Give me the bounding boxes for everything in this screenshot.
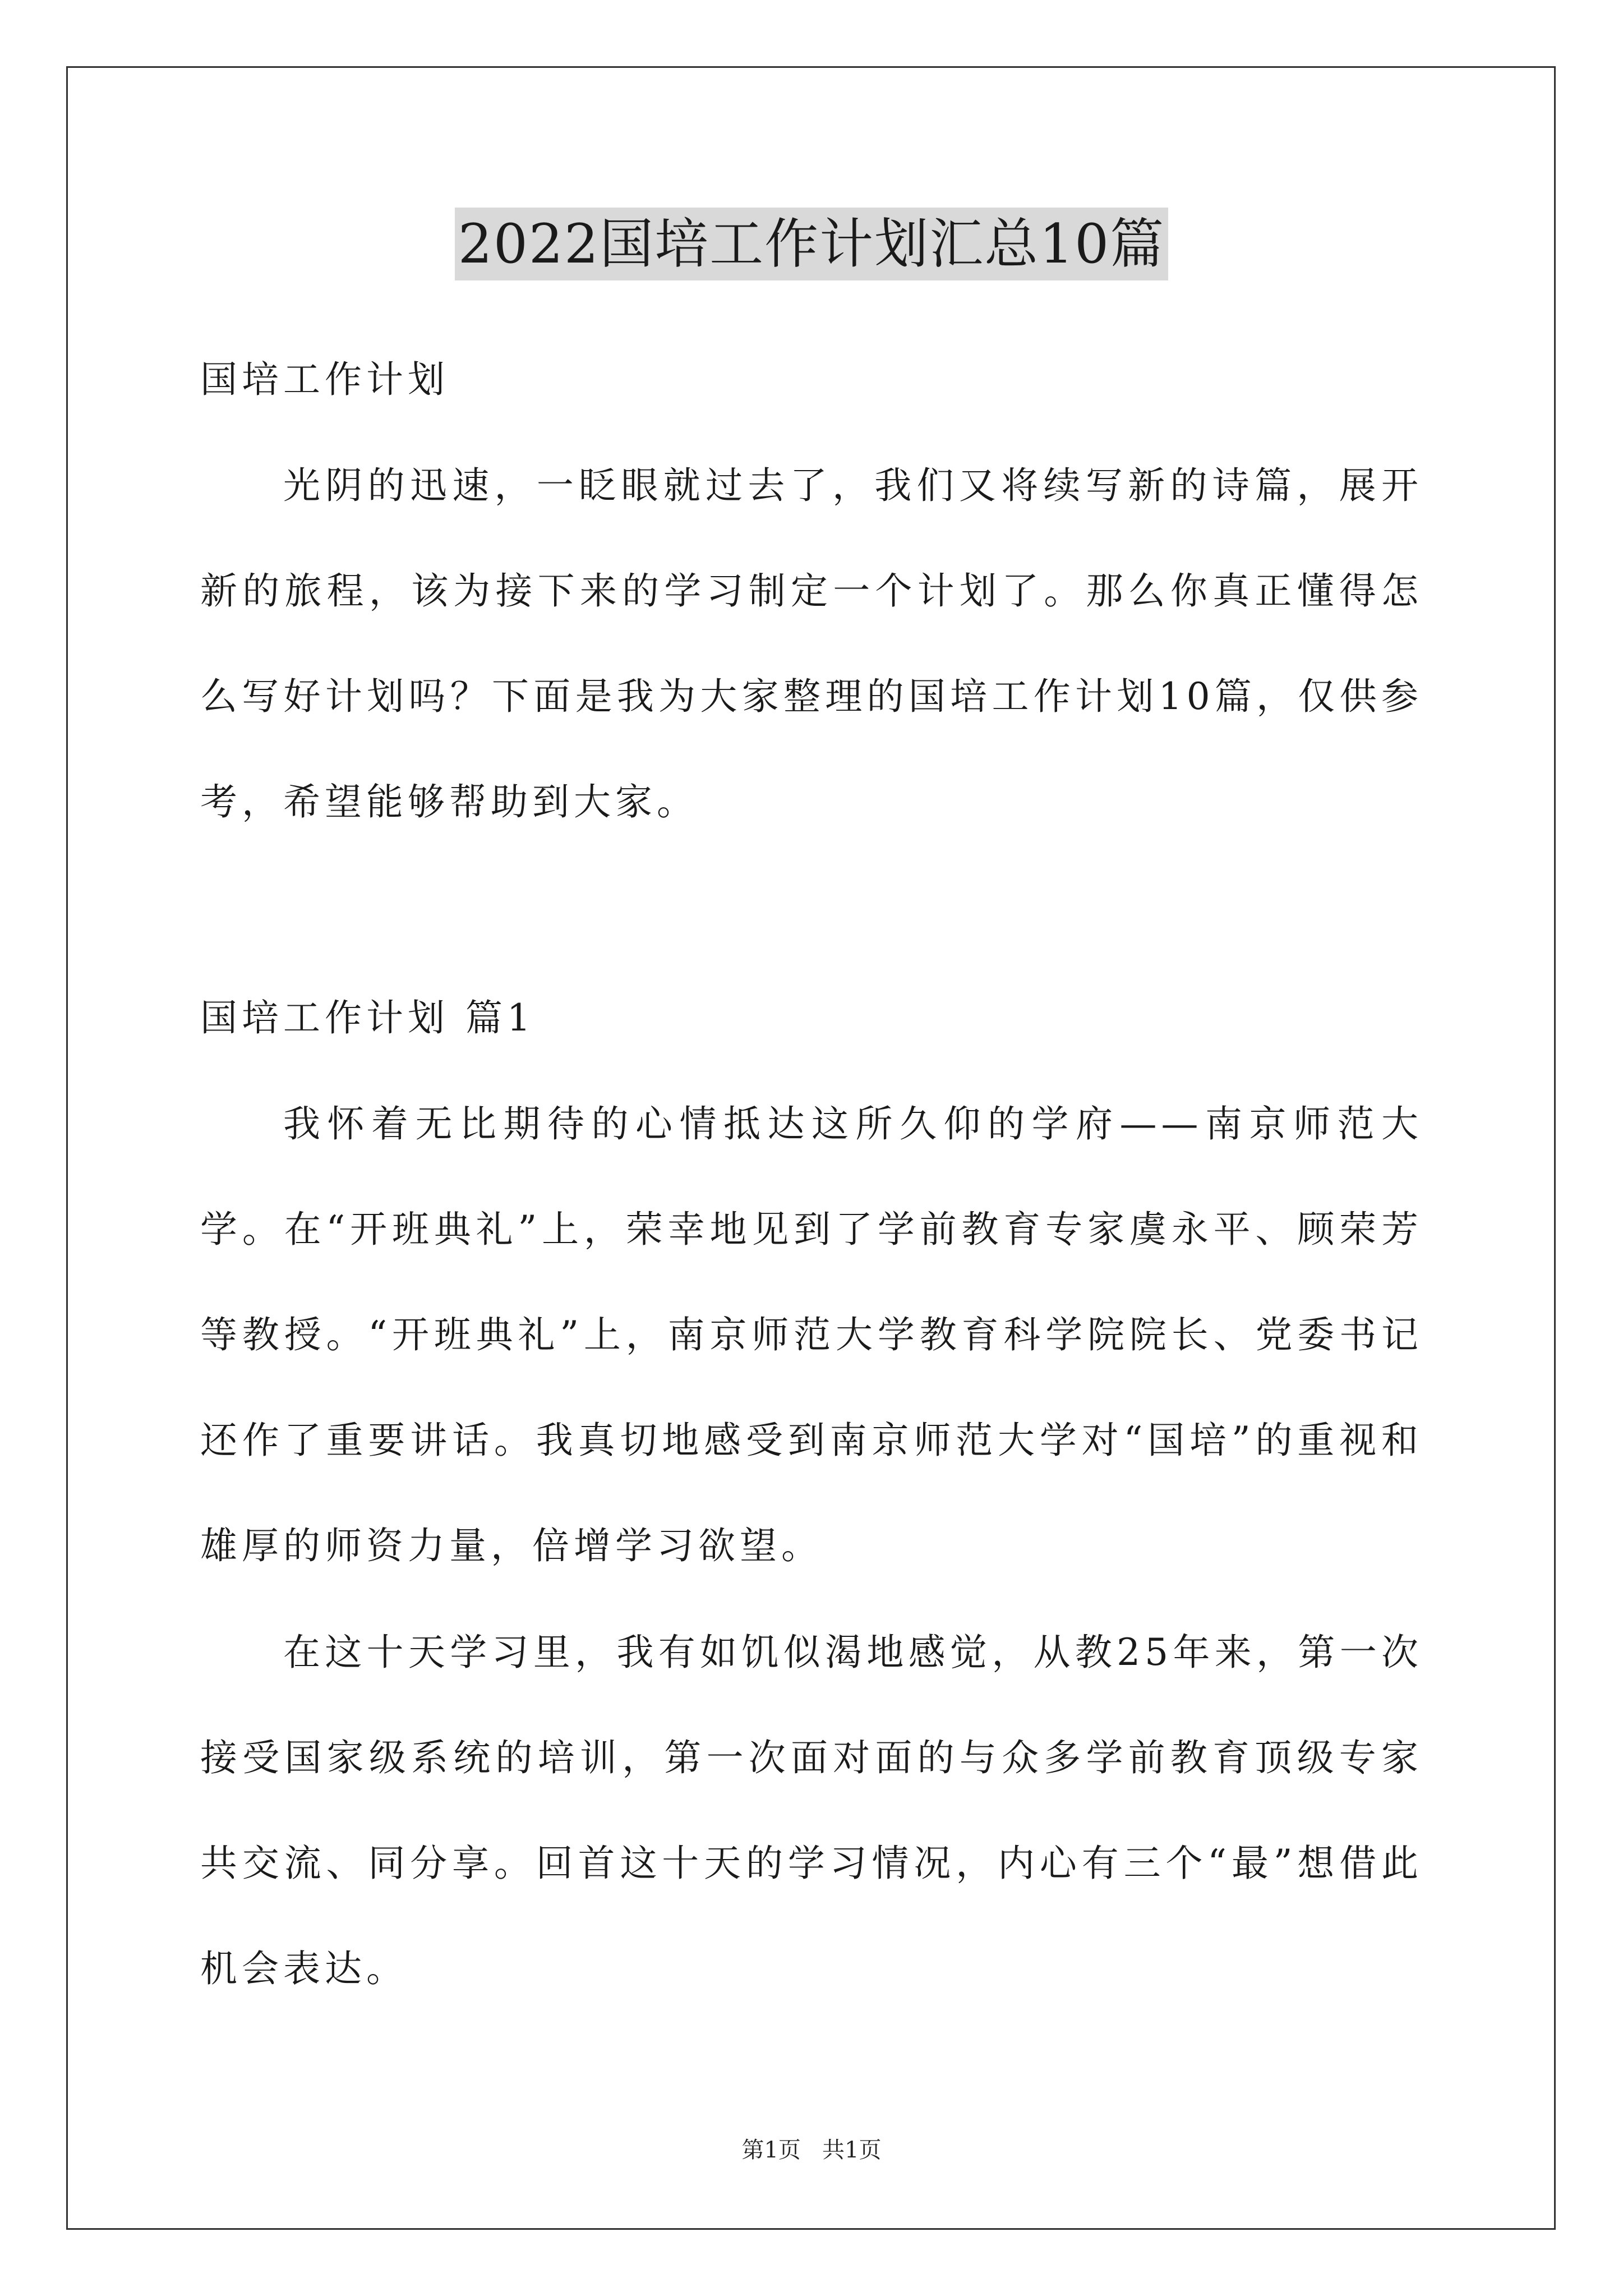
title-container	[0, 208, 1623, 280]
document-title: 2022国培工作计划汇总10篇	[455, 208, 1168, 280]
section1-paragraph-2: 在这十天学习里，我有如饥似渴地感觉，从教25年来，第一次接受国家级系统的培训，第一次面对面的与众多学前教育顶级专家共交流、同分享。回首这十天的学习情况，内心有三个“最”想借此机会表达。	[200, 1631, 1423, 1990]
section1-paragraph-1: 我怀着无比期待的心情抵达这所久仰的学府——南京师范大学。在“开班典礼”上，荣幸地见到了学前教育专家虞永平、顾荣芳等教授。“开班典礼”上，南京师范大学教育科学院院长、党委书记还作了重要讲话。我真切地感受到南京师范大学对“国培”的重视和雄厚的师资力量，倍增学习欲望。	[200, 1102, 1423, 1567]
page-footer: 第1页 共1页	[741, 2137, 882, 2163]
intro-heading: 国培工作计划	[200, 358, 449, 401]
intro-paragraph: 光阴的迅速，一眨眼就过去了，我们又将续写新的诗篇，展开新的旅程，该为接下来的学习制定一个计划了。那么你真正懂得怎么写好计划吗？下面是我为大家整理的国培工作计划10篇，仅供参考，希望能够帮助到大家。	[200, 464, 1423, 823]
section-heading-1: 国培工作计划 篇1	[200, 996, 535, 1039]
